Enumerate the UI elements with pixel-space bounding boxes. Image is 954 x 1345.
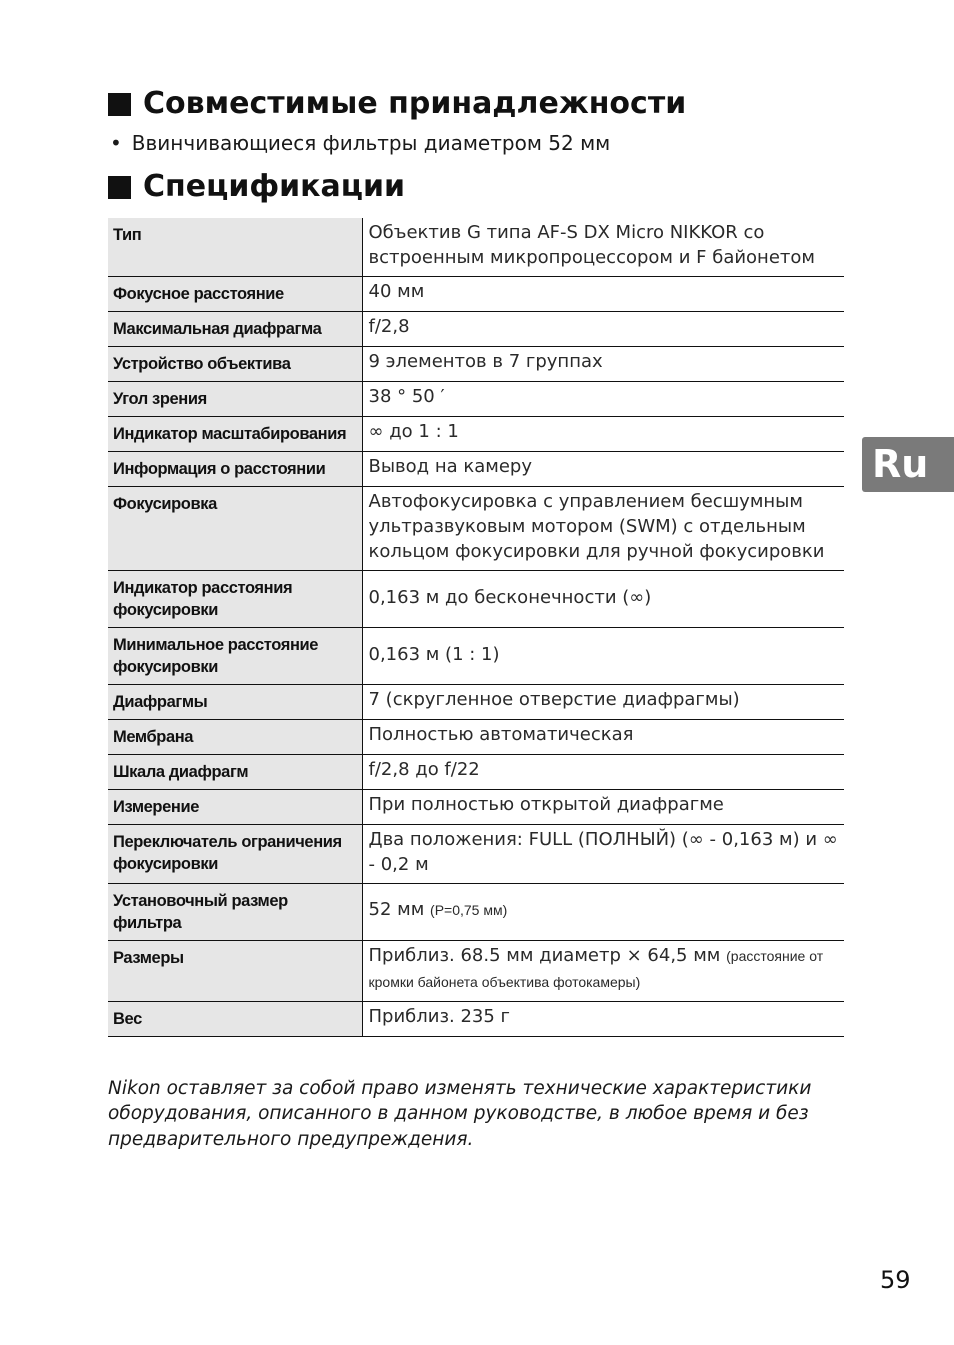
spec-row-focus-limit-switch [108, 825, 844, 884]
accessory-item-text: Ввинчивающиеся фильтры диаметром 52 мм [131, 131, 611, 155]
spec-value-main: 52 мм [368, 899, 425, 920]
spec-label: Угол зрения [108, 382, 362, 417]
spec-row-reproduction-ratio [108, 417, 844, 452]
spec-label: Тип [108, 218, 362, 277]
spec-label: Вес [108, 1002, 362, 1037]
spec-label: Шкала диафрагм [108, 755, 362, 790]
spec-row-distance-info [108, 452, 844, 487]
specs-title: Спецификации [143, 169, 406, 204]
spec-row-weight [108, 1002, 844, 1037]
spec-row-aperture-range [108, 755, 844, 790]
accessories-heading [108, 86, 686, 122]
spec-value: При полностью открытой диафрагме [362, 790, 844, 825]
spec-label: Размеры [108, 941, 362, 1002]
spec-value-main: Приблиз. 68.5 мм диаметр × 64,5 мм [368, 945, 721, 966]
disclaimer-footnote: Nikon оставляет за собой право изменять технические характеристики оборудования, описанного в данном руководстве, в любое время и без предварительного предупреждения. [108, 1077, 812, 1150]
spec-row-lens-construction [108, 347, 844, 382]
spec-value [362, 884, 844, 941]
spec-row-min-focus-distance [108, 628, 844, 685]
spec-label: Индикатор масштабирования [108, 417, 362, 452]
spec-row-angle-of-view [108, 382, 844, 417]
square-bullet-icon [108, 93, 131, 116]
spec-row-focusing [108, 487, 844, 571]
language-tab: Ru [862, 437, 954, 492]
spec-value: 38 ° 50 ′ [362, 382, 844, 417]
spec-value: 40 мм [362, 277, 844, 312]
spec-value: Объектив G типа AF-S DX Micro NIKKOR со встроенным микропроцессором и F байонетом [362, 218, 844, 277]
spec-label: Диафрагмы [108, 685, 362, 720]
spec-row-distance-scale [108, 571, 844, 628]
specs-table [108, 218, 844, 1037]
spec-value: 7 (скругленное отверстие диафрагмы) [362, 685, 844, 720]
spec-value: 9 элементов в 7 группах [362, 347, 844, 382]
spec-value: Приблиз. 235 г [362, 1002, 844, 1037]
spec-label: Информация о расстоянии [108, 452, 362, 487]
spec-value-note: (расстояние от кромки байонета объектива фотокамеры) [368, 948, 824, 990]
spec-label: Индикатор расстояния фокусировки [108, 571, 362, 628]
spec-row-type [108, 218, 844, 277]
spec-value: f/2,8 до f/22 [362, 755, 844, 790]
page-number: 59 [880, 1266, 911, 1294]
spec-value: Полностью автоматическая [362, 720, 844, 755]
spec-label: Устройство объектива [108, 347, 362, 382]
spec-label: Минимальное расстояние фокусировки [108, 628, 362, 685]
spec-value: 0,163 м (1 : 1) [362, 628, 844, 685]
spec-value: ∞ до 1 : 1 [362, 417, 844, 452]
spec-label: Переключатель ограничения фокусировки [108, 825, 362, 884]
spec-value-note: (P=0,75 мм) [430, 902, 508, 918]
square-bullet-icon [108, 176, 131, 199]
spec-label: Измерение [108, 790, 362, 825]
accessory-list-item [110, 129, 610, 157]
spec-label: Мембрана [108, 720, 362, 755]
spec-value: f/2,8 [362, 312, 844, 347]
spec-label: Максимальная диафрагма [108, 312, 362, 347]
accessories-title: Совместимые принадлежности [143, 86, 687, 121]
specs-heading [108, 169, 405, 205]
spec-row-max-aperture [108, 312, 844, 347]
spec-value: 0,163 м до бесконечности (∞) [362, 571, 844, 628]
spec-value: Два положения: FULL (ПОЛНЫЙ) (∞ - 0,163 м) и ∞ - 0,2 м [362, 825, 844, 884]
spec-value: Автофокусировка с управлением бесшумным ультразвуковым мотором (SWM) с отдельным кольцом фокусировки для ручной фокусировки [362, 487, 844, 571]
spec-label: Установочный размер фильтра [108, 884, 362, 941]
spec-value [362, 941, 844, 1002]
spec-label: Фокусное расстояние [108, 277, 362, 312]
spec-value: Вывод на камеру [362, 452, 844, 487]
spec-row-metering [108, 790, 844, 825]
spec-row-dimensions [108, 941, 844, 1002]
spec-row-focal-length [108, 277, 844, 312]
spec-row-diaphragm [108, 720, 844, 755]
spec-label: Фокусировка [108, 487, 362, 571]
bullet-dot-icon: • [110, 131, 122, 155]
spec-row-filter-size [108, 884, 844, 941]
spec-row-diaphragm-blades [108, 685, 844, 720]
